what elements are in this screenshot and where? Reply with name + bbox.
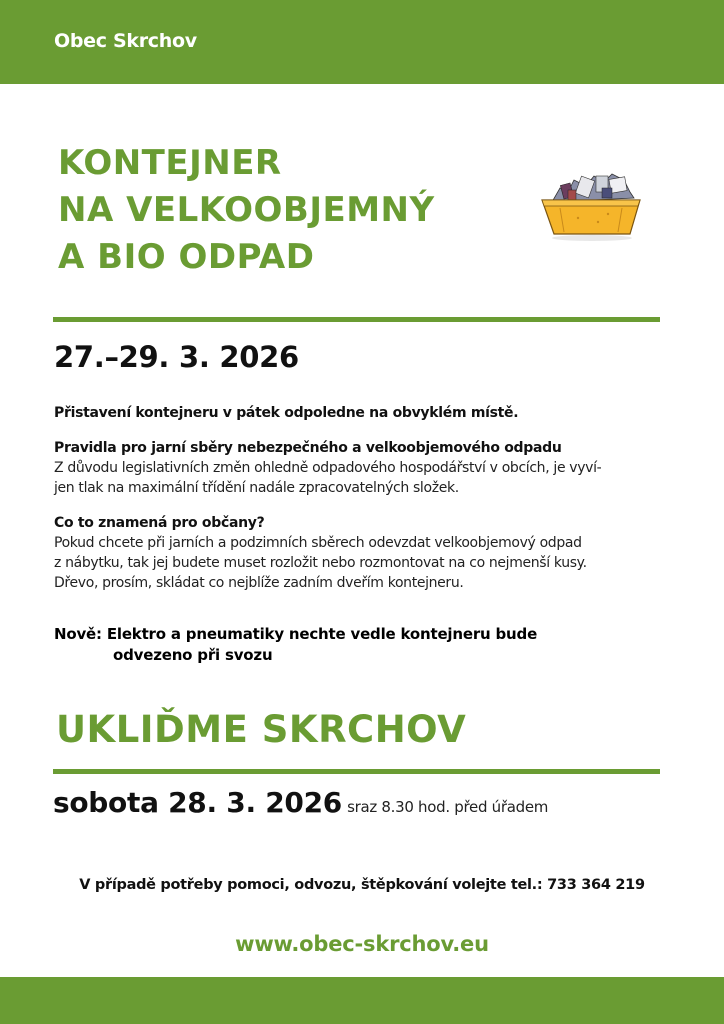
cleanup-date: sobota 28. 3. 2026	[53, 786, 342, 819]
divider-rule	[53, 317, 660, 322]
rules-heading: Pravidla pro jarní sběry nebezpečného a velkoobjemového odpadu	[54, 440, 562, 456]
citizens-heading: Co to znamená pro občany?	[54, 515, 265, 531]
contact-phone-line: V případě potřeby pomoci, odvozu, štěpkování volejte tel.: 733 364 219	[79, 877, 645, 893]
notice-line-2: odvezeno při svozu	[113, 646, 273, 664]
citizens-block	[54, 513, 664, 593]
placement-note-block	[54, 403, 664, 423]
notice-line-1: Nově: Elektro a pneumatiky nechte vedle kontejneru bude	[54, 625, 538, 643]
citizens-text-line-3: Dřevo, prosím, skládat co nejblíže zadním dveřím kontejneru.	[54, 575, 464, 591]
rules-text-line-1: Z důvodu legislativních změn ohledně odpadového hospodářství v obcích, je vyví-	[54, 460, 602, 476]
cleanup-date-line	[53, 786, 548, 819]
placement-note: Přistavení kontejneru v pátek odpoledne na obvyklém místě.	[54, 405, 519, 421]
divider-rule	[53, 769, 660, 774]
website-link[interactable]: www.obec-skrchov.eu	[235, 932, 489, 956]
poster-title-line-3: A BIO ODPAD	[58, 237, 315, 277]
rules-block	[54, 438, 664, 498]
poster-title	[58, 140, 435, 281]
cleanup-title: UKLIĎME SKRCHOV	[56, 708, 467, 751]
poster-title-line-1: KONTEJNER	[58, 143, 282, 183]
cleanup-meeting-note: sraz 8.30 hod. před úřadem	[347, 798, 549, 816]
rules-text-line-2: jen tlak na maximální třídění nadále zpracovatelných složek.	[54, 480, 459, 496]
container-date-range: 27.–29. 3. 2026	[54, 340, 299, 374]
waste-skip-container-icon	[538, 168, 644, 244]
footer-bar	[0, 977, 724, 1024]
citizens-text-line-2: z nábytku, tak jej budete muset rozložit nebo rozmontovat na co nejmenší kusy.	[54, 555, 587, 571]
poster-title-line-2: NA VELKOOBJEMNÝ	[58, 190, 435, 230]
new-rule-notice	[54, 624, 614, 666]
citizens-text-line-1: Pokud chcete při jarních a podzimních sběrech odevzdat velkoobjemový odpad	[54, 535, 582, 551]
municipality-name: Obec Skrchov	[54, 30, 197, 52]
header-bar	[0, 0, 724, 84]
